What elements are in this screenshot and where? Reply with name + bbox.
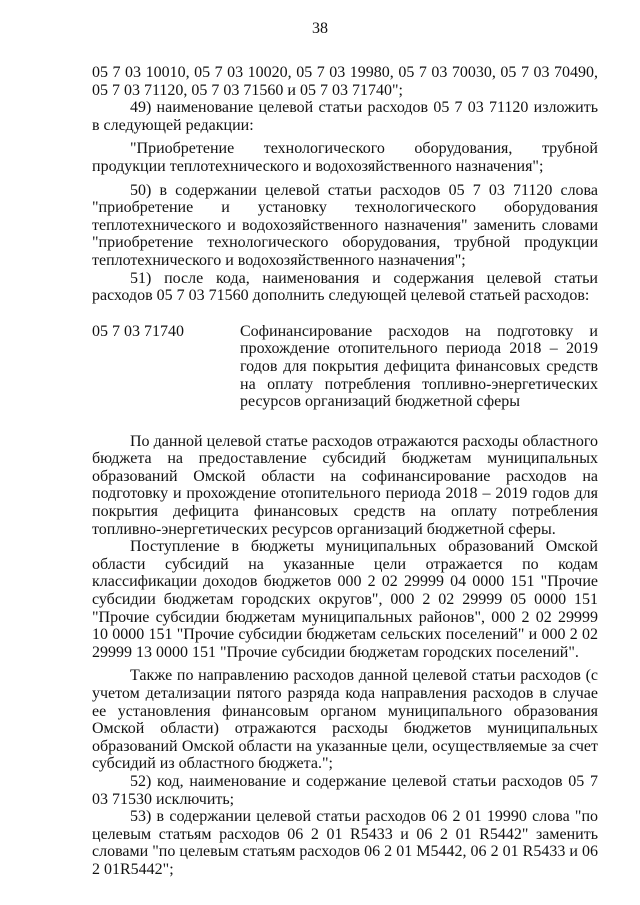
- target-article-code: 05 7 03 71740: [92, 322, 184, 340]
- paragraph-codes-continuation: 05 7 03 10010, 05 7 03 10020, 05 7 03 19980, 05 7 03 70030, 05 7 03 70490, 05 7 03 71120, 05 7 03 71560 и 05 7 03 71740";: [92, 64, 598, 99]
- paragraph-item-53: 53) в содержании целевой статьи расходов 06 2 01 19990 слова "по целевым статьям расходов 06 2 01 R5433 и 06 2 01 R5442" заменить словами "по целевым статьям расходов 06 2 01 M5442, 06 2 01 R5433 и 06 2 01R5442";: [92, 808, 598, 878]
- target-article-block: [92, 323, 598, 411]
- paragraph-item-49: 49) наименование целевой статьи расходов 05 7 03 71120 изложить в следующей редакции:: [92, 99, 598, 134]
- paragraph-revenue-codes: Поступление в бюджеты муниципальных образований Омской области субсидий на указанные цели отражается по кодам классификации доходов бюджетов 000 2 02 29999 04 0000 151 "Прочие субсидии бюджетам городских округов", 000 2 02 29999 05 0000 151 "Прочие субсидии бюджетам муниципальных районов", 000 2 02 29999 10 0000 151 "Прочие субсидии бюджетам сельских поселений" и 000 2 02 29999 13 0000 151 "Прочие субсидии бюджетам городских поселений".: [92, 538, 598, 661]
- document-body: [92, 64, 598, 879]
- paragraph-item-51: 51) после кода, наименования и содержания целевой статьи расходов 05 7 03 71560 дополнить следующей целевой статьей расходов:: [92, 269, 598, 305]
- paragraph-item-49-new-name: "Приобретение технологического оборудования, трубной продукции теплотехнического и водохозяйственного назначения";: [92, 140, 598, 175]
- paragraph-article-content: По данной целевой статье расходов отражаются расходы областного бюджета на предоставление субсидий бюджетам муниципальных образований Омской области на софинансирование расходов на подготовку и прохождение отопительного периода 2018 – 2019 годов для покрытия дефицита финансовых средств на оплату потребления топливно-энергетических ресурсов организаций бюджетной сферы.: [92, 432, 598, 538]
- page-number: 38: [312, 20, 328, 37]
- paragraph-item-52: 52) код, наименование и содержание целевой статьи расходов 05 7 03 71530 исключить;: [92, 772, 598, 808]
- target-article-name: Софинансирование расходов на подготовку и прохождение отопительного периода 2018 – 2019 годов для покрытия дефицита финансовых средств на оплату потребления топливно-энергетических ресурсов организаций бюджетной сферы: [240, 322, 598, 411]
- paragraph-municipal-expenses: Также по направлению расходов данной целевой статьи расходов (с учетом детализации пятого разряда кода направления расходов в случае ее установления финансовым органом муниципального образования Омской области) отражаются расходы бюджетов муниципальных образований Омской области на указанные цели, осуществляемые за счет субсидий из областного бюджета.";: [92, 667, 598, 773]
- paragraph-item-50: 50) в содержании целевой статьи расходов 05 7 03 71120 слова "приобретение и установку технологического оборудования теплотехнического и водохозяйственного назначения" заменить словами "приобретение технологического оборудования, трубной продукции теплотехнического и водохозяйственного назначения";: [92, 181, 598, 269]
